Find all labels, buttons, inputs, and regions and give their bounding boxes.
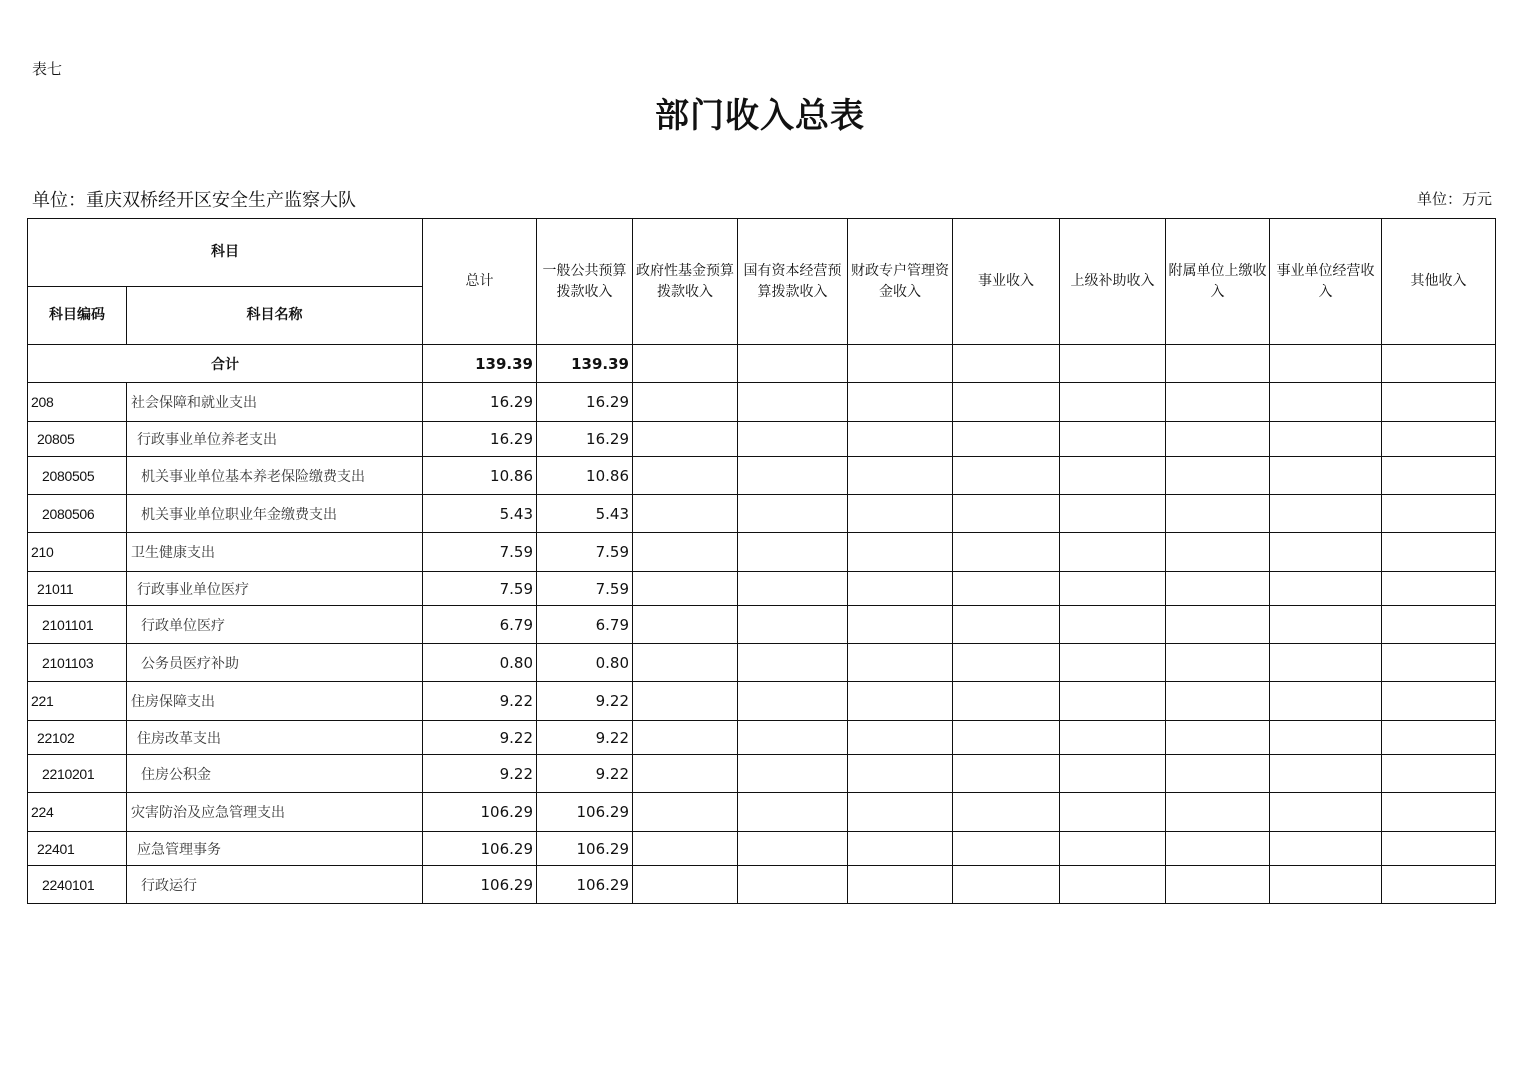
general-budget-cell: 7.59: [537, 572, 633, 606]
subject-name-cell: 机关事业单位职业年金缴费支出: [127, 495, 423, 533]
empty-cell: [953, 495, 1060, 533]
total-cell: 7.59: [423, 572, 537, 606]
total-label: 合计: [28, 345, 423, 383]
empty-cell: [1270, 457, 1382, 495]
empty-cell: [738, 495, 848, 533]
general-budget-cell: 16.29: [537, 422, 633, 457]
empty-cell: [1382, 606, 1496, 644]
empty-cell: [738, 533, 848, 572]
empty-cell: [1270, 644, 1382, 682]
empty-cell: [848, 533, 953, 572]
unit-label: 单位：重庆双桥经开区安全生产监察大队: [32, 190, 356, 211]
empty-cell: [633, 793, 738, 832]
empty-cell: [633, 533, 738, 572]
empty-cell: [953, 457, 1060, 495]
empty-cell: [633, 457, 738, 495]
empty-cell: [1382, 832, 1496, 866]
empty-cell: [1060, 721, 1166, 755]
subject-code-cell: 2080505: [28, 457, 127, 495]
subject-name-cell: 公务员医疗补助: [127, 644, 423, 682]
empty-cell: [633, 572, 738, 606]
total-cell: 0.80: [423, 644, 537, 682]
subject-code-cell: 2080506: [28, 495, 127, 533]
currency-unit-label: 单位：万元: [1416, 190, 1492, 208]
subject-name-cell: 住房公积金: [127, 755, 423, 793]
header-general-budget: 一般公共预算拨款收入: [537, 219, 633, 345]
subject-name-cell: 行政事业单位养老支出: [127, 422, 423, 457]
empty-cell: [1270, 793, 1382, 832]
empty-cell: [633, 721, 738, 755]
general-budget-cell: 16.29: [537, 383, 633, 422]
subject-name-cell: 行政事业单位医疗: [127, 572, 423, 606]
empty-cell: [953, 793, 1060, 832]
empty-cell: [1060, 345, 1166, 383]
empty-cell: [1060, 606, 1166, 644]
empty-cell: [1270, 533, 1382, 572]
empty-cell: [953, 682, 1060, 721]
empty-cell: [848, 755, 953, 793]
empty-cell: [633, 755, 738, 793]
empty-cell: [1166, 793, 1270, 832]
empty-cell: [1166, 832, 1270, 866]
general-budget-cell: 139.39: [537, 345, 633, 383]
empty-cell: [848, 606, 953, 644]
total-cell: 139.39: [423, 345, 537, 383]
empty-cell: [1166, 572, 1270, 606]
subject-code-cell: 2240101: [28, 866, 127, 904]
empty-cell: [848, 457, 953, 495]
empty-cell: [738, 682, 848, 721]
subject-name-cell: 行政单位医疗: [127, 606, 423, 644]
subject-name-cell: 卫生健康支出: [127, 533, 423, 572]
subject-code-cell: 208: [28, 383, 127, 422]
empty-cell: [1060, 832, 1166, 866]
empty-cell: [1166, 457, 1270, 495]
empty-cell: [738, 755, 848, 793]
subject-code-cell: 2101101: [28, 606, 127, 644]
empty-cell: [1166, 345, 1270, 383]
empty-cell: [738, 345, 848, 383]
empty-cell: [1382, 682, 1496, 721]
empty-cell: [1270, 495, 1382, 533]
empty-cell: [1270, 383, 1382, 422]
empty-cell: [1060, 755, 1166, 793]
total-cell: 106.29: [423, 866, 537, 904]
empty-cell: [738, 832, 848, 866]
table-row: [28, 644, 1496, 682]
total-cell: 9.22: [423, 755, 537, 793]
header-other-income: 其他收入: [1382, 219, 1496, 345]
table-row: [28, 422, 1496, 457]
empty-cell: [1382, 533, 1496, 572]
general-budget-cell: 9.22: [537, 682, 633, 721]
subject-name-cell: 灾害防治及应急管理支出: [127, 793, 423, 832]
empty-cell: [848, 383, 953, 422]
empty-cell: [738, 457, 848, 495]
empty-cell: [1270, 682, 1382, 721]
empty-cell: [953, 606, 1060, 644]
empty-cell: [1060, 383, 1166, 422]
table-row: [28, 755, 1496, 793]
total-cell: 9.22: [423, 721, 537, 755]
total-cell: 16.29: [423, 422, 537, 457]
subject-code-cell: 221: [28, 682, 127, 721]
empty-cell: [953, 533, 1060, 572]
empty-cell: [1382, 345, 1496, 383]
subject-name-cell: 机关事业单位基本养老保险缴费支出: [127, 457, 423, 495]
empty-cell: [953, 755, 1060, 793]
total-cell: 106.29: [423, 832, 537, 866]
header-total: 总计: [423, 219, 537, 345]
header-code: 科目编码: [28, 287, 127, 345]
empty-cell: [1060, 495, 1166, 533]
total-cell: 16.29: [423, 383, 537, 422]
empty-cell: [1166, 866, 1270, 904]
total-cell: 7.59: [423, 533, 537, 572]
table-row: [28, 572, 1496, 606]
empty-cell: [1382, 422, 1496, 457]
empty-cell: [848, 572, 953, 606]
empty-cell: [1166, 682, 1270, 721]
empty-cell: [633, 606, 738, 644]
table-row: [28, 606, 1496, 644]
empty-cell: [1166, 422, 1270, 457]
total-row: [28, 345, 1496, 383]
empty-cell: [953, 832, 1060, 866]
empty-cell: [738, 383, 848, 422]
total-cell: 5.43: [423, 495, 537, 533]
empty-cell: [953, 644, 1060, 682]
header-fiscal-special: 财政专户管理资金收入: [848, 219, 953, 345]
table-id: 表七: [32, 60, 63, 78]
empty-cell: [1166, 383, 1270, 422]
empty-cell: [1382, 572, 1496, 606]
general-budget-cell: 9.22: [537, 721, 633, 755]
empty-cell: [1166, 606, 1270, 644]
empty-cell: [953, 866, 1060, 904]
general-budget-cell: 6.79: [537, 606, 633, 644]
table-row: [28, 457, 1496, 495]
subject-code-cell: 22401: [28, 832, 127, 866]
subject-code-cell: 2101103: [28, 644, 127, 682]
empty-cell: [738, 606, 848, 644]
header-business-income: 事业收入: [953, 219, 1060, 345]
general-budget-cell: 106.29: [537, 866, 633, 904]
header-business-operation: 事业单位经营收入: [1270, 219, 1382, 345]
header-name: 科目名称: [127, 287, 423, 345]
empty-cell: [848, 682, 953, 721]
subject-name-cell: 住房改革支出: [127, 721, 423, 755]
empty-cell: [953, 422, 1060, 457]
subject-code-cell: 224: [28, 793, 127, 832]
empty-cell: [1060, 533, 1166, 572]
subject-code-cell: 20805: [28, 422, 127, 457]
table-row: [28, 866, 1496, 904]
general-budget-cell: 10.86: [537, 457, 633, 495]
general-budget-cell: 106.29: [537, 793, 633, 832]
empty-cell: [738, 422, 848, 457]
empty-cell: [633, 345, 738, 383]
empty-cell: [633, 495, 738, 533]
header-subject: 科目: [28, 219, 423, 287]
empty-cell: [738, 793, 848, 832]
table-row: [28, 793, 1496, 832]
table-row: [28, 495, 1496, 533]
empty-cell: [1166, 755, 1270, 793]
empty-cell: [633, 422, 738, 457]
empty-cell: [633, 866, 738, 904]
empty-cell: [738, 866, 848, 904]
empty-cell: [1382, 793, 1496, 832]
empty-cell: [848, 345, 953, 383]
empty-cell: [1060, 572, 1166, 606]
subject-code-cell: 22102: [28, 721, 127, 755]
empty-cell: [1060, 866, 1166, 904]
total-cell: 9.22: [423, 682, 537, 721]
subject-name-cell: 住房保障支出: [127, 682, 423, 721]
empty-cell: [1382, 755, 1496, 793]
table-row: [28, 832, 1496, 866]
empty-cell: [1270, 606, 1382, 644]
subject-code-cell: 2210201: [28, 755, 127, 793]
header-superior-subsidy: 上级补助收入: [1060, 219, 1166, 345]
empty-cell: [633, 644, 738, 682]
empty-cell: [1166, 495, 1270, 533]
total-cell: 106.29: [423, 793, 537, 832]
empty-cell: [1382, 866, 1496, 904]
general-budget-cell: 0.80: [537, 644, 633, 682]
empty-cell: [1166, 644, 1270, 682]
general-budget-cell: 9.22: [537, 755, 633, 793]
total-cell: 6.79: [423, 606, 537, 644]
general-budget-cell: 106.29: [537, 832, 633, 866]
subject-code-cell: 21011: [28, 572, 127, 606]
empty-cell: [848, 721, 953, 755]
empty-cell: [848, 422, 953, 457]
empty-cell: [1166, 533, 1270, 572]
general-budget-cell: 7.59: [537, 533, 633, 572]
empty-cell: [1382, 457, 1496, 495]
empty-cell: [1060, 457, 1166, 495]
empty-cell: [738, 721, 848, 755]
table-row: [28, 533, 1496, 572]
empty-cell: [848, 832, 953, 866]
empty-cell: [848, 495, 953, 533]
empty-cell: [633, 682, 738, 721]
empty-cell: [1166, 721, 1270, 755]
empty-cell: [953, 572, 1060, 606]
empty-cell: [1270, 422, 1382, 457]
header-affiliated-income: 附属单位上缴收入: [1166, 219, 1270, 345]
empty-cell: [953, 383, 1060, 422]
subject-name-cell: 应急管理事务: [127, 832, 423, 866]
empty-cell: [1270, 866, 1382, 904]
empty-cell: [738, 644, 848, 682]
empty-cell: [1060, 422, 1166, 457]
empty-cell: [1382, 721, 1496, 755]
empty-cell: [1382, 383, 1496, 422]
empty-cell: [633, 832, 738, 866]
empty-cell: [738, 572, 848, 606]
empty-cell: [848, 866, 953, 904]
table-row: [28, 682, 1496, 721]
total-cell: 10.86: [423, 457, 537, 495]
empty-cell: [1270, 345, 1382, 383]
empty-cell: [848, 644, 953, 682]
empty-cell: [953, 345, 1060, 383]
empty-cell: [1060, 644, 1166, 682]
empty-cell: [1270, 721, 1382, 755]
empty-cell: [1060, 682, 1166, 721]
table-row: [28, 383, 1496, 422]
general-budget-cell: 5.43: [537, 495, 633, 533]
header-state-capital: 国有资本经营预算拨款收入: [738, 219, 848, 345]
empty-cell: [1382, 495, 1496, 533]
empty-cell: [1270, 832, 1382, 866]
empty-cell: [1382, 644, 1496, 682]
subject-name-cell: 社会保障和就业支出: [127, 383, 423, 422]
income-table: [27, 218, 1496, 904]
header-gov-fund: 政府性基金预算拨款收入: [633, 219, 738, 345]
empty-cell: [1270, 572, 1382, 606]
subject-name-cell: 行政运行: [127, 866, 423, 904]
subject-code-cell: 210: [28, 533, 127, 572]
empty-cell: [1270, 755, 1382, 793]
table-row: [28, 721, 1496, 755]
empty-cell: [953, 721, 1060, 755]
empty-cell: [848, 793, 953, 832]
page-title: 部门收入总表: [655, 96, 865, 136]
empty-cell: [633, 383, 738, 422]
empty-cell: [1060, 793, 1166, 832]
